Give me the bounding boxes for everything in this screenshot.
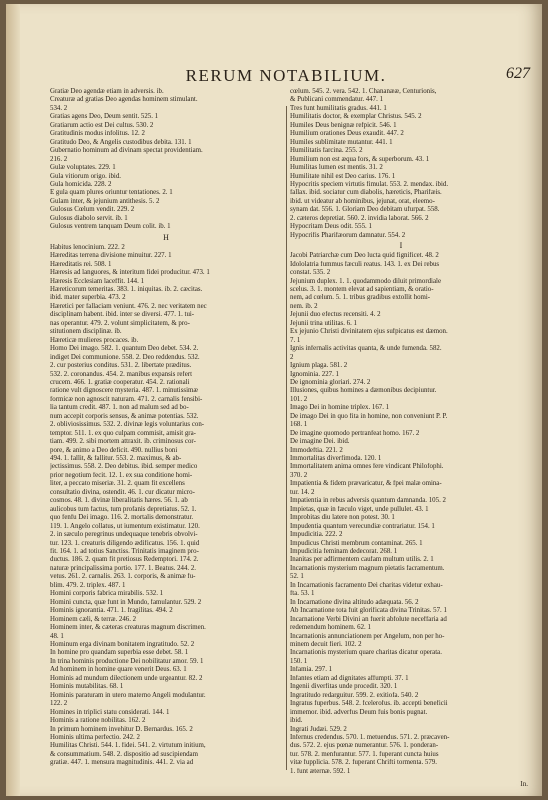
index-line: aulicobus tum factus, tum profanis depretiatus. 52. 1.: [50, 505, 197, 513]
index-line: scelus. 3. 1. montem elevat ad sapientiam, & oratio-: [290, 285, 434, 293]
index-line: 532. 2. coronandus. 454. 2. manibus expansis refert: [50, 370, 192, 378]
index-line: indiget Dei communione. 558. 2. Deo reddendus. 532.: [50, 353, 200, 361]
index-line: 119. 1. Angelo collatus, ut iumentum existimatur. 120.: [50, 522, 200, 530]
index-line: crucem. 466. 1. gratiæ cooperatur. 454. 2. rationali: [50, 378, 190, 386]
section-letter: I: [399, 241, 403, 251]
index-line: constat. 535. 2: [290, 269, 331, 277]
index-line: Humilium orationes Deus exaudit. 447. 2: [290, 130, 404, 138]
index-line: Jejunii trina utilitas. 6. 1: [290, 319, 357, 327]
index-line: ratione vult dignoscere mysteria. 487. 1. minutissimæ: [50, 387, 198, 395]
index-line: Impatientia & fidem prævaricatur, & fpei malæ omina-: [290, 480, 442, 488]
index-line: quo fenfu Dei imago. 116. 2. mortalis demonstratur.: [50, 514, 194, 522]
index-line: nem. ib. 2: [290, 302, 318, 310]
index-line: nem, ad cœlum. 5. 1. tribus gradibus extollit homi-: [290, 294, 431, 302]
index-line: Hæreditas terrena divisione minuitur. 227. 1: [50, 252, 172, 260]
index-line: nas operantur. 479. 2. volunt simplicitatem, & pro-: [50, 319, 190, 327]
index-line: Ex jejunio Christi divinitatem ejus sufpicatus est dæmon.: [290, 328, 448, 336]
index-line: Humiles sublimitate mutantur. 441. 1: [290, 138, 393, 146]
index-line: 101. 2: [290, 395, 308, 403]
index-line: 7. 1: [290, 336, 301, 344]
index-line: 52. 1: [290, 573, 304, 581]
book-page: [6, 4, 542, 796]
page-number: 627: [506, 65, 530, 82]
index-line: liter, a peccato miseriæ. 31. 2. quam fit excellens: [50, 480, 185, 488]
index-line: Impudentia quantum verecundiæ contrariatur. 154. 1: [290, 522, 435, 530]
index-line: Hominis mutabilitas. 68. 1: [50, 683, 124, 691]
index-line: In Incarnatione divina altitudo adæquata. 56. 2: [290, 598, 419, 606]
index-line: & consummatium. 548. 2. dispositio ad suscipiendam: [50, 750, 198, 758]
index-line: Homines in triplici statu considerati. 144. 1: [50, 708, 170, 716]
index-line: gratiæ. 447. 1. mensura magnitudinis. 441. 2. via ad: [50, 759, 194, 767]
column-divider: [286, 106, 287, 770]
index-line: Gratitudinis modus infolitus. 12. 2: [50, 130, 145, 138]
index-line: Impietas, quæ in fæculo viget, unde pullulet. 43. 1: [290, 505, 429, 513]
index-line: temptor. 511. 1. ex quo culpam commisit, amisit gra-: [50, 429, 196, 437]
index-line: lia tantum credit. 487. 1. non ad malum sed ad bo-: [50, 404, 189, 412]
index-line: Infernus credendus. 570. 1. metuendus. 571. 2. præcaven-: [290, 733, 450, 741]
index-line: 122. 2: [50, 700, 68, 708]
index-line: Infamia. 297. 1: [290, 666, 333, 674]
index-line: Infantes etiam ad dignitates affumpti. 37. 1: [290, 674, 409, 682]
index-line: Illusiones, quibus homines a dæmonibus decipiuntur.: [290, 387, 437, 395]
index-line: Imago Dei in homine triplex. 167. 1: [290, 404, 390, 412]
index-line: Impatientia in rebus adversis quantum damnanda. 105. 2: [290, 497, 446, 505]
index-line: Gulæ voluptates. 229. 1: [50, 164, 116, 172]
index-line: Hominum erga divinam bonitatem ingratitudo. 52. 2: [50, 641, 195, 648]
index-line: Jacobi Patriarchæ cum Deo lucta quid fignificet. 48. 2: [290, 252, 439, 260]
index-line: Incarnationis annunciationem per Angelum, non per ho-: [290, 632, 445, 640]
index-line: Ab Incarnatione tota fuit glorificata divina Trinitas. 57. 1: [290, 607, 447, 615]
index-line: Humiles Deus benignæ refpicit. 546. 1: [290, 121, 397, 129]
index-line: Ingratus fuperbus. 548. 2. fcelerofus. ib. accepti beneficii: [290, 700, 448, 708]
index-line: Humilitatis farcina. 255. 2: [290, 147, 363, 155]
index-line: Humilitas lumen est mentis. 31. 2: [290, 164, 383, 172]
index-line: Immortalitas diverfimoda. 120. 1: [290, 455, 382, 463]
index-line: Gula homicida. 228. 2: [50, 180, 112, 188]
index-line: Humilitate nihil est Deo carius. 176. 1: [290, 172, 396, 180]
index-line: 2. obliviosissimus. 532. 2. divinæ legis voluntarius con-: [50, 421, 205, 429]
index-line: vetus. 261. 2. carnalis. 263. 1. corporis, & animæ fu-: [50, 573, 196, 581]
index-line: Gulosus diabolo servit. ib. 1: [50, 214, 128, 222]
index-line: Hypocrifis Pharifæorum damnatur. 554. 2: [290, 231, 406, 239]
index-line: Incarnatione Verbi Divini an fuerit abfolute neceffaria ad: [290, 615, 447, 623]
index-line: Hæreditatis rei. 508. 1: [50, 260, 112, 268]
index-line: minem decuit fieri. 102. 2: [290, 641, 362, 648]
index-line: 2: [290, 353, 294, 361]
index-line: Ignis infernalis activitas quanta, & unde fumenda. 582.: [290, 345, 442, 353]
index-line: Ingrati Judæi. 529. 2: [290, 725, 347, 733]
index-line: Ingenii diverfitas unde procedit. 320. 1: [290, 683, 398, 691]
index-line: fallax. ibid. sociatur cum diabolis, hæreticis, Pharifæis.: [290, 189, 442, 197]
index-line: Habitus lenocinium. 222. 2: [50, 243, 125, 251]
index-line: consultatio divina, ostendit. 46. 1. cur dicatur micro-: [50, 488, 195, 496]
page-header: [6, 66, 542, 90]
index-line: In primum hominem invehitur D. Bernardus. 165. 2: [50, 725, 193, 733]
index-line: jectissimus. 558. 2. Deo debitus. ibid. semper medico: [50, 463, 198, 471]
index-line: Hypocritam Deus odit. 555. 1: [290, 223, 372, 231]
index-line: In Incarnationis facramento Dei charitas videtur exhau-: [290, 581, 443, 589]
index-line: ibid. mater superbia. 473. 2: [50, 294, 126, 302]
index-line: De imagine quomodo pertranfeat homo. 167. 2: [290, 429, 420, 437]
index-line: Hæreticorum temeritas. 383. 1. iniquitas. ib. 2. cæcitas.: [50, 285, 203, 293]
index-line: ibid.: [290, 717, 303, 725]
index-line: Homo Dei imago. 582. 1. quantum Deo debet. 534. 2.: [50, 345, 199, 353]
index-line: Impudicus Christi membrum contaminat. 265. 1: [290, 539, 423, 547]
index-line: De ignominia gloriari. 274. 2: [290, 378, 371, 386]
index-line: tur. 123. 1. creaturis diligendo ædificatus. 156. 1. quid: [50, 539, 200, 547]
index-line: Gulosus ventrem tanquam Deum colit. ib. 1: [50, 223, 171, 231]
index-line: Hominis a ratione nobilitas. 162. 2: [50, 717, 146, 725]
index-line: Hominem cæli, & terræ. 246. 2: [50, 615, 137, 623]
index-line: ibid. ut videatur ab hominibus, jejunat, orat, eleemo-: [290, 197, 435, 205]
index-line: Hominis ultima perfectio. 242. 2: [50, 733, 140, 741]
index-line: In homine pro quandam superbia esse debet. 58. 1: [50, 649, 189, 657]
index-line: redemendum hominem. 62. 1: [290, 624, 371, 632]
index-line: 494. 1. fallit, & fallitur. 553. 2. maximus, & ab-: [50, 455, 182, 463]
index-column-left: [50, 88, 282, 768]
index-line: 534. 2: [50, 104, 68, 112]
page-gutter: [6, 4, 20, 796]
index-line: Incarnationis mysterium magnum pietatis facramentum.: [290, 564, 445, 572]
index-line: Hominis ad mundum dilectionem unde urgeantur. 82. 2: [50, 674, 203, 682]
index-line: Ingratitudo redarguitur. 599. 2. exitiofa. 540. 2: [290, 691, 419, 699]
index-line: Ignium plaga. 581. 2: [290, 362, 348, 370]
index-line: Idololatria fummus fæculi reatus. 143. 1. ex Dei rebus: [290, 260, 440, 268]
index-line: ductus. 186. 2. quam fit pretiosus Redemptori. 174. 2.: [50, 556, 199, 564]
index-line: prior negotium fecit. 12. 1. ex sua conditione homi-: [50, 471, 193, 479]
index-line: disciplinam habent. ibid. inter se diversi. 477. 1. tui-: [50, 311, 195, 319]
index-line: tur. 14. 2: [290, 488, 315, 496]
index-line: Gulosus Cœlum vendit. 229. 2: [50, 206, 135, 214]
index-line: Gratias agens Deo, Deum sentit. 525. 1: [50, 113, 159, 121]
index-line: De imago Dei in quo fita in homine, non conveniunt P. P.: [290, 412, 448, 420]
index-line: & Publicani commendatur. 447. 1: [290, 96, 384, 104]
index-line: pore, & animo a Deo deficit. 490. nullius boni: [50, 446, 178, 454]
index-line: blim. 479. 2. triplex. 487. 1: [50, 581, 126, 589]
index-line: immemor. ibid. adverfus Deum fuis bonis pugnat.: [290, 708, 428, 716]
index-line: Humilitatis doctor, & exemplar Christus. 545. 2: [290, 113, 422, 121]
index-line: Ignominia. 227. 1: [290, 370, 339, 378]
index-line: synam dat. 556. 1. Gloriam Deo debitam ufurpat. 558.: [290, 206, 440, 214]
index-line: Gula vitiorum origo. ibid.: [50, 172, 122, 180]
index-line: De imagine Dei. ibid.: [290, 438, 350, 446]
index-line: naturæ principalissima portio. 177. 1. Beatus. 244. 2.: [50, 564, 197, 572]
index-line: dus. 572. 2. ejus pœnæ numerantur. 576. 1. ponderan-: [290, 742, 439, 750]
index-line: Hæresis ad languores, & interitum fidei producitur. 473. 1: [50, 269, 210, 277]
index-line: Homini cuncta, quæ funt in Mundo, famulantur. 529. 2: [50, 598, 202, 606]
index-line: Jejunii duo efectus recensiti. 4. 2: [290, 311, 381, 319]
index-line: vitæ fupplicia. 578. 2. fuperant Chrifti tormenta. 579.: [290, 759, 437, 767]
index-line: stitutionem disciplinæ. ib.: [50, 328, 122, 336]
index-line: Tres funt humilitatis gradus. 441. 1: [290, 104, 387, 112]
index-line: Hæresis Ecclesiam laceffit. 144. 1: [50, 277, 145, 285]
index-line: 48. 1: [50, 632, 64, 640]
index-line: tur. 578. 2. menfurantur. 577. 1. fuperant cuncta huius: [290, 750, 439, 758]
index-line: Gratiarum actio est Dei cultus. 530. 2: [50, 121, 154, 129]
index-line: Homini corporis fabrica mirabilis. 532. 1: [50, 590, 164, 598]
index-line: tiam. 499. 2. sibi mortem attraxit. ib. criminosus cor-: [50, 438, 196, 446]
index-line: 150. 1: [290, 657, 308, 665]
index-line: Gubernatio hominum ad divinam spectat providentiam.: [50, 147, 203, 155]
index-line: 216. 2: [50, 155, 68, 163]
index-line: Humilium non est æqua fors, & superborum. 43. 1: [290, 155, 430, 163]
index-line: 2. in sæculo peregrinus undequaque tenebris obvolvi-: [50, 531, 198, 539]
section-letter: H: [163, 232, 169, 242]
index-line: Inanitas per adfirmentem caufam multum utilis. 2. 1: [290, 556, 434, 564]
index-line: Ad hominem in homine quare venerit Deus. 63. 1: [50, 666, 187, 674]
index-line: Gulam inter, & jejunium antithesis. 5. 2: [50, 197, 160, 205]
index-line: num accepit corporis sensus, & animæ potentias. 532.: [50, 412, 199, 420]
index-line: Immortalitatem anima omnes fere vindicant Philofophi.: [290, 463, 444, 471]
index-line: Hæretici per fallaciam veniunt. 476. 2. nec veritatem nec: [50, 302, 207, 310]
index-line: Hominis ignorantia. 471. 1. fragilitas. 494. 2: [50, 607, 173, 615]
index-line: Gratitudo Deo, & Angelis custodibus debita. 131. 1: [50, 138, 192, 146]
index-line: Creaturæ ad gratias Deo agendas hominem stimulant.: [50, 96, 198, 104]
index-line: E gula quam plures oriuntur tentationes. 2. 1: [50, 189, 173, 197]
index-line: fit. 164. 1. ad totius Sanctiss. Trinitatis imaginem pro-: [50, 548, 199, 556]
index-line: Impudicitia. 222. 2: [290, 531, 343, 539]
catchword: In.: [520, 780, 528, 788]
index-line: Impudicitia feminam dedecorat. 268. 1: [290, 548, 398, 556]
index-line: Immodeftia. 221. 2: [290, 446, 343, 454]
index-line: 2. cæteros depretiat. 560. 2. invidia laborat. 566. 2: [290, 214, 429, 222]
index-line: Hominem inter, & cæteras creaturas magnum discrimen.: [50, 624, 206, 632]
index-line: Humilitas Christi. 544. 1. fidei. 541. 2. virtutum initium,: [50, 742, 206, 750]
index-line: 370. 2: [290, 471, 308, 479]
index-line: formicæ non agnoscit naturam. 471. 2. carnalis fensibi-: [50, 395, 203, 403]
index-line: 2. cur posterius conditus. 531. 2. libertate præditus.: [50, 362, 192, 370]
running-title: RERUM NOTABILIUM.: [185, 66, 387, 85]
index-column-right: [290, 88, 512, 776]
index-line: Incarnationis mysterium quare charitas dicatur operata.: [290, 649, 442, 657]
index-line: Jejunium duplex. 1. 1. quodammodo diluit primordiale: [290, 277, 442, 285]
index-line: fta. 53. 1: [290, 590, 315, 598]
index-line: Hypocritis speciem virtutis fimulat. 553. 2. mendax. ibid.: [290, 180, 449, 188]
index-line: cœlum. 545. 2. vera. 542. 1. Chananææ, Centurionis,: [290, 88, 437, 95]
index-line: Improbitas diu latere non potest. 30. 1: [290, 514, 395, 522]
index-line: 1. funt æternæ. 592. 1: [290, 767, 351, 775]
index-line: In trina hominis productione Dei nobilitatur amor. 59. 1: [50, 657, 204, 665]
index-line: Hominis paraturam in utero materno Angeli modulantur.: [50, 691, 206, 699]
index-line: Gratiæ Deo agendæ etiam in adversis. ib.: [50, 88, 164, 95]
index-line: Hæreticæ mulieres procaces. ib.: [50, 336, 139, 344]
index-line: 168. 1: [290, 421, 308, 429]
index-line: cosmos. 48. 1. divinæ liberalitatis hæres. 56. 1. ab: [50, 497, 188, 505]
